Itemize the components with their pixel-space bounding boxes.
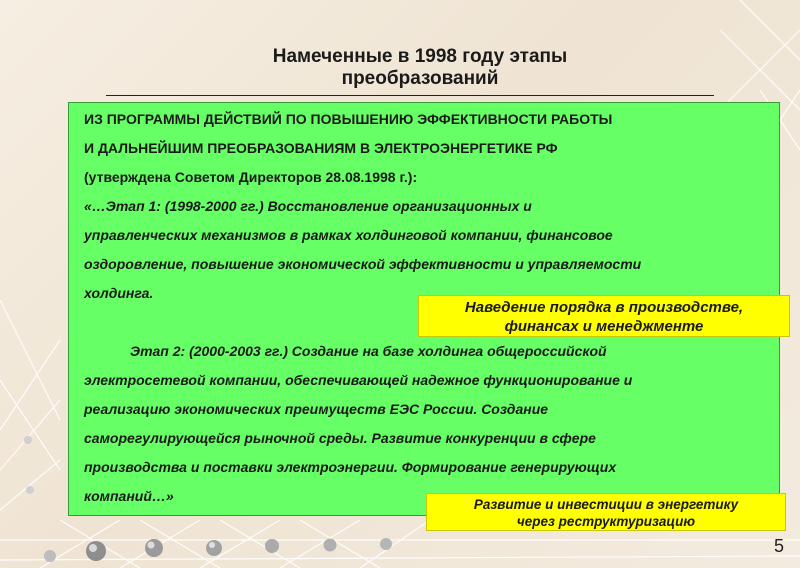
callout-2-line-1: Развитие и инвестиции в энергетику bbox=[473, 497, 739, 512]
stage-1-line-4: холдинга. bbox=[84, 285, 154, 301]
stage-2-line-5: производства и поставки электроэнергии. Формирование генерирующих bbox=[84, 459, 617, 475]
stage-1-line-1: «…Этап 1: (1998-2000 гг.) Восстановление организационных и bbox=[84, 198, 532, 214]
callout-1-line-2: финансах и менеджменте bbox=[504, 318, 704, 335]
stage-2-line-4: саморегулирующейся рыночной среды. Развитие конкуренции в сфере bbox=[84, 430, 596, 446]
program-heading-line-1: ИЗ ПРОГРАММЫ ДЕЙСТВИЙ ПО ПОВЫШЕНИЮ ЭФФЕКТИВНОСТИ РАБОТЫ bbox=[84, 111, 613, 127]
slide-title bbox=[130, 46, 710, 90]
program-heading-line-2: И ДАЛЬНЕЙШИМ ПРЕОБРАЗОВАНИЯМ В ЭЛЕКТРОЭНЕРГЕТИКЕ РФ bbox=[84, 140, 558, 156]
program-approval-line: (утверждена Советом Директоров 28.08.1998 г.): bbox=[84, 169, 418, 185]
slide-title-line-1: Намеченные в 1998 году этапы bbox=[272, 46, 568, 67]
stage-1-line-3: оздоровление, повышение экономической эффективности и управляемости bbox=[84, 256, 642, 272]
stage-2-line-1: Этап 2: (2000-2003 гг.) Создание на базе холдинга общероссийской bbox=[130, 343, 607, 359]
callout-1-line-1: Наведение порядка в производстве, bbox=[464, 299, 744, 316]
title-underline bbox=[106, 95, 714, 96]
callout-investment-restructuring bbox=[426, 493, 786, 531]
callout-2-line-2: через реструктуризацию bbox=[516, 514, 696, 529]
stage-2-line-6: компаний…» bbox=[84, 488, 174, 504]
stage-2-line-3: реализацию экономических преимуществ ЕЭС России. Создание bbox=[84, 401, 549, 417]
slide-title-line-2: преобразований bbox=[341, 68, 499, 89]
stage-2-line-2: электросетевой компании, обеспечивающей надежное функционирование и bbox=[84, 372, 633, 388]
callout-order-in-production bbox=[418, 295, 790, 337]
stage-1-line-2: управленческих механизмов в рамках холдинговой компании, финансовое bbox=[84, 227, 613, 243]
page-number: 5 bbox=[774, 536, 785, 556]
